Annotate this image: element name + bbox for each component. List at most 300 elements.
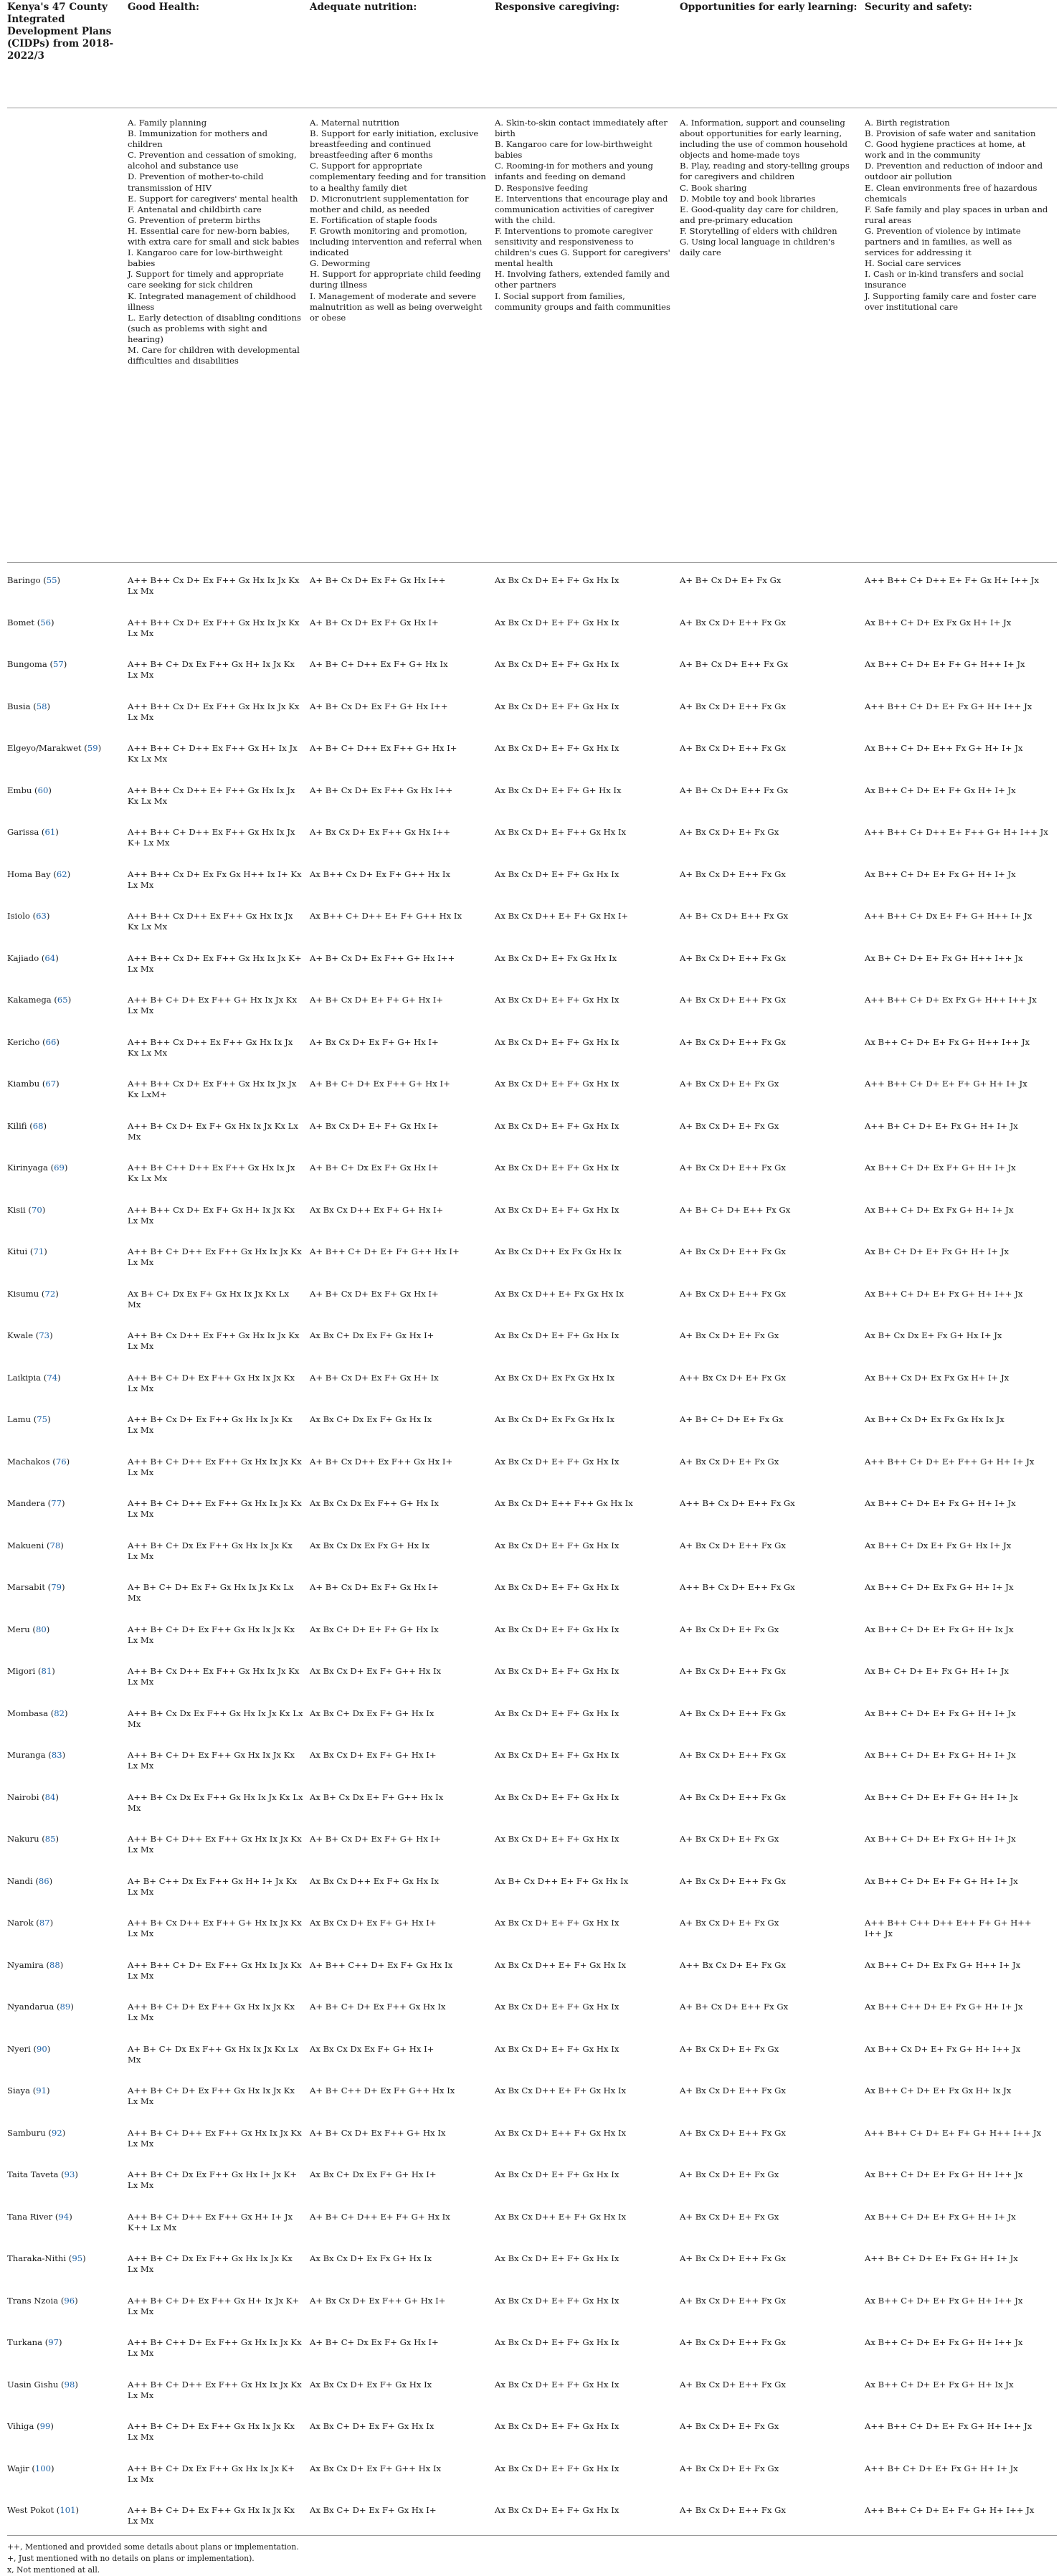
reference-link[interactable]: 63 bbox=[36, 911, 47, 921]
cidp-nurturing-care-table bbox=[7, 0, 1057, 2536]
caregiving-cell: Ax B+ Cx D++ E+ F+ Gx Hx Ix bbox=[495, 1875, 629, 1886]
table-row bbox=[7, 647, 1057, 689]
nutrition-cell: Ax Bx Cx D+ Ex F+ Gx Hx Ix bbox=[310, 2379, 432, 2390]
caregiving-cell: Ax Bx Cx D+ E+ F+ Gx Hx Ix bbox=[495, 868, 619, 879]
reference-link[interactable]: 84 bbox=[44, 1791, 56, 1802]
county-name: Kitui bbox=[7, 1246, 28, 1256]
good-health-cell: A++ B+ C+ Dx Ex F++ Gx Hx Ix Jx Kx Lx Mx bbox=[128, 1540, 293, 1561]
nutrition-cell: A+ B+ Cx D+ E+ F+ G+ Hx I+ bbox=[310, 995, 444, 1005]
ref-paren-open: ( bbox=[30, 2043, 37, 2054]
nutrition-cell: Ax Bx Cx Dx Ex F+ G+ Hx I+ bbox=[310, 2043, 434, 2054]
reference-link[interactable]: 86 bbox=[38, 1875, 49, 1886]
county-cell bbox=[7, 2032, 128, 2074]
county-name: Kericho bbox=[7, 1036, 40, 1047]
security-cell: A++ B++ C+ D+ Ex Fx G+ H++ I++ Jx bbox=[865, 995, 1037, 1005]
ref-paren-close: ) bbox=[75, 2505, 79, 2515]
table-row bbox=[7, 1570, 1057, 1612]
nutrition-cell: Ax Bx C+ Dx Ex F+ G+ Hx Ix bbox=[310, 1708, 434, 1718]
ref-paren-close: ) bbox=[47, 2085, 50, 2096]
reference-link[interactable]: 55 bbox=[46, 575, 57, 585]
nutrition-cell: Ax Bx C+ D+ Ex F+ Gx Hx Ix bbox=[310, 2421, 434, 2431]
security-cell: Ax B++ C+ Dx E+ Fx G+ Hx I+ Jx bbox=[865, 1540, 1012, 1550]
county-name: Kisii bbox=[7, 1204, 26, 1215]
good-health-cell: A++ B+ C+ D+ Ex F++ Gx Hx Ix Jx Kx Lx Mx bbox=[128, 1372, 295, 1393]
reference-link[interactable]: 67 bbox=[45, 1079, 57, 1089]
element-item: K. Integrated management of childhood illness bbox=[128, 290, 296, 312]
early-learning-cell: A+ Bx Cx D+ E+ Fx Gx bbox=[680, 2043, 779, 2054]
early-learning-cell: A+ B+ Cx D+ E+ Fx Gx bbox=[680, 575, 782, 585]
reference-link[interactable]: 92 bbox=[51, 2127, 62, 2138]
county-name: Homa Bay bbox=[7, 868, 51, 879]
ref-paren-close: ) bbox=[55, 952, 59, 963]
reference-link[interactable]: 76 bbox=[55, 1456, 67, 1467]
county-name: Isiolo bbox=[7, 911, 30, 921]
early-learning-cell: A+ Bx Cx D+ E++ Fx Gx bbox=[680, 952, 786, 963]
element-item: E. Fortification of staple foods bbox=[310, 214, 437, 225]
early-learning-cell: A+ Bx Cx D+ E++ Fx Gx bbox=[680, 1791, 786, 1802]
county-cell bbox=[7, 2367, 128, 2410]
early-learning-cell: A+ Bx Cx D+ E+ Fx Gx bbox=[680, 2211, 779, 2222]
caregiving-cell: Ax Bx Cx D+ E+ F+ Gx Hx Ix bbox=[495, 2043, 619, 2054]
caregiving-cell: Ax Bx Cx D+ E+ F+ Gx Hx Ix bbox=[495, 1750, 619, 1760]
caregiving-cell: Ax Bx Cx D+ E+ F+ Gx Hx Ix bbox=[495, 2253, 619, 2263]
ref-paren-close: ) bbox=[63, 659, 67, 669]
reference-link[interactable]: 74 bbox=[47, 1372, 58, 1383]
county-cell bbox=[7, 1738, 128, 1780]
early-learning-cell: A+ B+ C+ D+ E+ Fx Gx bbox=[680, 1414, 784, 1424]
element-item: A. Family planning bbox=[128, 118, 207, 128]
reference-link[interactable]: 99 bbox=[39, 2421, 51, 2431]
county-cell bbox=[7, 2493, 128, 2535]
reference-link[interactable]: 94 bbox=[58, 2211, 70, 2222]
caregiving-cell: Ax Bx Cx D++ E+ F+ Gx Hx Ix bbox=[495, 2211, 627, 2222]
early-learning-cell: A+ Bx Cx D+ E+ Fx Gx bbox=[680, 1456, 779, 1467]
caregiving-cell: Ax Bx Cx D+ E+ F+ Gx Hx Ix bbox=[495, 701, 619, 711]
security-cell: Ax B++ C+ D+ Ex Fx Gx H+ I+ Jx bbox=[865, 617, 1012, 628]
table-row bbox=[7, 1066, 1057, 1109]
reference-link[interactable]: 75 bbox=[37, 1414, 48, 1424]
county-cell bbox=[7, 1402, 128, 1444]
header-good-health: Good Health: bbox=[128, 0, 310, 108]
reference-link[interactable]: 60 bbox=[37, 785, 49, 795]
reference-link[interactable]: 85 bbox=[44, 1834, 56, 1844]
early-learning-cell: A+ Bx Cx D+ E+ Fx Gx bbox=[680, 2463, 779, 2473]
security-cell: A++ B++ C+ Dx E+ F+ G+ H++ I+ Jx bbox=[865, 911, 1032, 921]
reference-link[interactable]: 71 bbox=[33, 1246, 44, 1256]
ref-paren-open: ( bbox=[29, 911, 37, 921]
county-cell bbox=[7, 1612, 128, 1654]
reference-link[interactable]: 95 bbox=[72, 2253, 83, 2263]
reference-link[interactable]: 83 bbox=[51, 1750, 62, 1760]
nutrition-cell: Ax Bx Cx D+ Ex F+ G++ Hx Ix bbox=[310, 2463, 442, 2473]
element-item: F. Antenatal and childbirth care bbox=[128, 204, 262, 214]
ref-paren-close: ) bbox=[82, 2253, 86, 2263]
caregiving-cell: Ax Bx Cx D+ E+ F+ Gx Hx Ix bbox=[495, 2421, 619, 2431]
security-cell: Ax B++ C+ D+ E+ Fx G+ H+ I++ Jx bbox=[865, 2337, 1023, 2347]
ref-paren-open: ( bbox=[30, 701, 37, 711]
ref-paren-open: ( bbox=[66, 2253, 72, 2263]
security-cell: Ax B++ C+ D+ Ex F+ G+ H+ I+ Jx bbox=[865, 1162, 1016, 1173]
element-item: B. Kangaroo care for low-birthweight babies bbox=[495, 139, 652, 161]
county-cell bbox=[7, 563, 128, 605]
ref-paren-close: ) bbox=[51, 617, 54, 628]
table-row bbox=[7, 1025, 1057, 1067]
nutrition-cell: A+ B++ C++ D+ Ex F+ Gx Hx Ix bbox=[310, 1959, 453, 1970]
ref-paren-close: ) bbox=[52, 1666, 55, 1676]
caregiving-cell: Ax Bx Cx D+ E+ F+ Gx Hx Ix bbox=[495, 743, 619, 753]
reference-link[interactable]: 80 bbox=[35, 1624, 47, 1634]
security-cell: Ax B++ C+ D+ E+ Fx G+ H+ Ix Jx bbox=[865, 2379, 1014, 2390]
reference-link[interactable]: 61 bbox=[44, 827, 56, 837]
county-cell bbox=[7, 1444, 128, 1487]
security-cell: Ax B++ Cx D+ Ex Fx Gx H+ I+ Jx bbox=[865, 1372, 1010, 1383]
ref-paren-close: ) bbox=[49, 1918, 54, 1928]
element-item: A. Skin-to-skin contact immediately after birth bbox=[495, 118, 668, 139]
county-name: Kakamega bbox=[7, 995, 52, 1005]
ref-paren-close: ) bbox=[48, 785, 52, 795]
table-row bbox=[7, 2409, 1057, 2451]
good-health-cell: A++ B+ C+ D+ Ex F++ Gx H+ Ix Jx K+ Lx Mx bbox=[128, 2295, 300, 2316]
reference-link[interactable]: 79 bbox=[51, 1582, 62, 1592]
good-health-cell: A++ B++ C+ D++ Ex F++ Gx Hx Ix Jx K+ Lx Mx bbox=[128, 827, 295, 848]
early-learning-cell: A+ Bx Cx D+ E++ Fx Gx bbox=[680, 1875, 786, 1886]
table-row bbox=[7, 1486, 1057, 1528]
reference-link[interactable]: 87 bbox=[39, 1918, 50, 1928]
reference-link[interactable]: 77 bbox=[51, 1498, 62, 1508]
county-name: Nyandarua bbox=[7, 2002, 54, 2012]
good-health-cell: A++ B+ C+ D++ Ex F++ Gx Hx Ix Jx Kx Lx Mx bbox=[128, 2127, 302, 2149]
reference-link[interactable]: 100 bbox=[34, 2463, 52, 2473]
nutrition-cell: Ax B++ Cx D+ Ex F+ G++ Hx Ix bbox=[310, 868, 450, 879]
county-cell bbox=[7, 1570, 128, 1612]
good-health-cell: A++ B+ C+ D++ Ex F++ Gx Hx Ix Jx Kx Lx Mx bbox=[128, 2379, 302, 2400]
good-health-cell: A++ B+ C+ Dx Ex F++ Gx Hx Ix Jx Kx Lx Mx bbox=[128, 2253, 293, 2275]
good-health-cell: A++ B++ C+ D++ Ex F++ Gx H+ Ix Jx Kx Lx Mx bbox=[128, 743, 298, 764]
good-health-cell: A++ B+ Cx D++ Ex F++ Gx Hx Ix Jx Kx Lx Mx bbox=[128, 1330, 300, 1352]
element-item: C. Book sharing bbox=[680, 182, 747, 193]
early-learning-cell: A+ Bx Cx D+ E++ Fx Gx bbox=[680, 2253, 786, 2263]
good-health-cell: A++ B++ Cx D++ Ex F++ Gx Hx Ix Jx Kx Lx Mx bbox=[128, 1036, 293, 1058]
element-item: C. Prevention and cessation of smoking, alcohol and substance use bbox=[128, 150, 297, 171]
ref-paren-close: ) bbox=[75, 2169, 78, 2179]
element-item: G. Prevention of violence by intimate partners and in families, as well as services for addressing it bbox=[865, 225, 1021, 258]
county-cell bbox=[7, 2199, 128, 2242]
ref-paren-close: ) bbox=[51, 2463, 54, 2473]
reference-link[interactable]: 68 bbox=[32, 1120, 44, 1131]
ref-paren-open: ( bbox=[58, 2295, 65, 2306]
ref-paren-open: ( bbox=[33, 1918, 39, 1928]
early-learning-cell: A+ Bx Cx D+ E++ Fx Gx bbox=[680, 2493, 865, 2535]
footnote-plus: +, Just mentioned with no details on plans or implementation). bbox=[7, 2553, 255, 2563]
early-learning-cell: A+ Bx Cx D+ E++ Fx Gx bbox=[680, 2295, 786, 2306]
element-item: I. Management of moderate and severe malnutrition as well as being overweight or obese bbox=[310, 290, 483, 323]
county-cell bbox=[7, 647, 128, 689]
reference-link[interactable]: 64 bbox=[44, 952, 56, 963]
good-health-cell: A++ B+ C+ D++ Ex F++ Gx Hx Ix Jx Kx Lx Mx bbox=[128, 1498, 302, 1520]
caregiving-cell: Ax Bx Cx D+ E+ F+ Gx Hx Ix bbox=[495, 1624, 619, 1634]
ref-paren-open: ( bbox=[33, 1330, 39, 1340]
ref-paren-open: ( bbox=[39, 1036, 46, 1047]
caregiving-cell: Ax Bx Cx D+ E+ F+ Gx Hx Ix bbox=[495, 2295, 619, 2306]
county-cell bbox=[7, 815, 128, 857]
table-row bbox=[7, 2116, 1057, 2158]
county-name: Narok bbox=[7, 1918, 34, 1928]
caregiving-cell: Ax Bx Cx D++ E+ F+ Gx Hx Ix bbox=[495, 1959, 627, 1970]
element-item: H. Essential care for new-born babies, with extra care for small and sick babies bbox=[128, 225, 300, 247]
ref-paren-close: ) bbox=[55, 1288, 59, 1299]
early-learning-cell: A+ B+ Cx D+ E++ Fx Gx bbox=[680, 785, 789, 795]
ref-paren-open: ( bbox=[30, 2085, 37, 2096]
county-name: Kisumu bbox=[7, 1288, 39, 1299]
county-name: Turkana bbox=[7, 2337, 43, 2347]
table-row bbox=[7, 1654, 1057, 1696]
county-cell bbox=[7, 2283, 128, 2326]
reference-link[interactable]: 56 bbox=[40, 617, 51, 628]
early-learning-cell: A+ B+ C+ D+ E++ Fx Gx bbox=[680, 1204, 791, 1215]
caregiving-cell: Ax Bx Cx D+ E+ F+ Gx Hx Ix bbox=[495, 2337, 619, 2347]
table-row bbox=[7, 1612, 1057, 1654]
reference-link[interactable]: 69 bbox=[54, 1162, 65, 1173]
good-health-cell: A++ B+ C+ D+ Ex F++ Gx Hx Ix Jx Kx Lx Mx bbox=[128, 2421, 295, 2443]
county-cell bbox=[7, 1318, 128, 1360]
nutrition-cell: Ax Bx Cx Dx Ex F++ G+ Hx Ix bbox=[310, 1498, 439, 1508]
security-cell: Ax B++ C+ D+ Ex Fx G+ H+ I+ Jx bbox=[865, 1204, 1014, 1215]
reference-link[interactable]: 78 bbox=[49, 1540, 61, 1550]
table-row bbox=[7, 1360, 1057, 1403]
good-health-cell: A+ B+ C++ Dx Ex F++ Gx H+ I+ Jx Kx Lx Mx bbox=[128, 1875, 298, 1897]
table-row bbox=[7, 1738, 1057, 1780]
caregiving-cell: Ax Bx Cx D+ E+ F+ Gx Hx Ix bbox=[495, 2169, 619, 2179]
reference-link[interactable]: 66 bbox=[45, 1036, 57, 1047]
county-cell bbox=[7, 1528, 128, 1571]
table-row bbox=[7, 1402, 1057, 1444]
caregiving-cell: Ax Bx Cx D+ E+ F+ Gx Hx Ix bbox=[495, 1708, 619, 1718]
nutrition-cell: Ax B+ Cx Dx E+ F+ G++ Hx Ix bbox=[310, 1791, 444, 1802]
reference-link[interactable]: 90 bbox=[37, 2043, 47, 2054]
ref-paren-close: ) bbox=[49, 1330, 53, 1340]
element-item: E. Interventions that encourage play and communication activities of caregiver with the child. bbox=[495, 193, 668, 225]
county-cell bbox=[7, 1989, 128, 2032]
reference-link[interactable]: 97 bbox=[48, 2337, 60, 2347]
reference-link[interactable]: 89 bbox=[60, 2002, 71, 2012]
reference-link[interactable]: 65 bbox=[57, 995, 68, 1005]
ref-paren-close: ) bbox=[57, 575, 61, 585]
early-learning-cell: A+ Bx Cx D+ E++ Fx Gx bbox=[680, 1666, 786, 1676]
reference-link[interactable]: 62 bbox=[56, 868, 67, 879]
table-row bbox=[7, 857, 1057, 899]
element-item: H. Involving fathers, extended family and other partners bbox=[495, 269, 670, 290]
nutrition-cell: A+ B+ Cx D+ Ex F+ Gx Hx I+ bbox=[310, 1582, 439, 1592]
element-item: D. Micronutrient supplementation for mother and child, as needed bbox=[310, 193, 469, 214]
early-learning-cell: A+ Bx Cx D+ E++ Fx Gx bbox=[680, 617, 786, 628]
early-learning-cell: A+ Bx Cx D+ E++ Fx Gx bbox=[680, 1246, 786, 1256]
county-cell bbox=[7, 2241, 128, 2283]
element-item: E. Clean environments free of hazardous chemicals bbox=[865, 182, 1037, 204]
early-learning-cell: A++ B+ Cx D+ E++ Fx Gx bbox=[680, 1498, 795, 1508]
county-cell bbox=[7, 982, 128, 1025]
caregiving-cell: Ax Bx Cx D+ E+ F+ Gx Hx Ix bbox=[495, 1079, 619, 1089]
element-item: C. Good hygiene practices at home, at work and in the community bbox=[865, 139, 1026, 161]
table-row bbox=[7, 941, 1057, 983]
table-row bbox=[7, 899, 1057, 941]
ref-paren-open: ( bbox=[54, 2505, 60, 2515]
county-cell bbox=[7, 899, 128, 941]
reference-link[interactable]: 81 bbox=[41, 1666, 52, 1676]
security-cell: Ax B++ C+ D+ E+ Fx G+ H+ I+ Jx bbox=[865, 1708, 1016, 1718]
security-cell: Ax B+ C+ D+ E+ Fx G+ H++ I++ Jx bbox=[865, 952, 1023, 963]
county-name: Trans Nzoia bbox=[7, 2295, 59, 2306]
table-row bbox=[7, 1696, 1057, 1738]
table-row bbox=[7, 1528, 1057, 1571]
county-cell bbox=[7, 1864, 128, 1906]
good-health-cell: A++ B+ C+ D+ Ex F++ Gx Hx Ix Jx Kx Lx Mx bbox=[128, 1750, 295, 1771]
reference-link[interactable]: 59 bbox=[87, 743, 98, 753]
ref-paren-close: ) bbox=[46, 1624, 50, 1634]
county-cell bbox=[7, 773, 128, 815]
ref-paren-close: ) bbox=[61, 1498, 65, 1508]
county-cell bbox=[7, 941, 128, 983]
early-learning-cell: A+ Bx Cx D+ E+ Fx Gx bbox=[680, 2421, 779, 2431]
element-item: F. Interventions to promote caregiver sensitivity and responsiveness to children's cues G. Support for caregivers' mental health bbox=[495, 225, 670, 269]
caregiving-cell: Ax Bx Cx D+ Ex Fx Gx Hx Ix bbox=[495, 1414, 615, 1424]
nutrition-cell: Ax B++ C+ D++ E+ F+ G++ Hx Ix bbox=[310, 911, 462, 921]
county-cell bbox=[7, 1654, 128, 1696]
reference-link[interactable]: 88 bbox=[49, 1959, 60, 1970]
table-row bbox=[7, 2032, 1057, 2074]
table-row bbox=[7, 773, 1057, 815]
security-cell: Ax B++ C+ D+ E+ Fx G+ H+ I+ Jx bbox=[865, 1750, 1016, 1760]
good-health-cell: A+ B+ C+ Dx Ex F++ Gx Hx Ix Jx Kx Lx Mx bbox=[128, 2043, 298, 2065]
ref-paren-open: ( bbox=[32, 785, 38, 795]
caregiving-cell: Ax Bx Cx D++ Ex Fx Gx Hx Ix bbox=[495, 1246, 622, 1256]
ref-paren-open: ( bbox=[31, 1414, 37, 1424]
table-row bbox=[7, 605, 1057, 648]
table-row bbox=[7, 1989, 1057, 2032]
county-name: Uasin Gishu bbox=[7, 2379, 59, 2390]
reference-link[interactable]: 57 bbox=[52, 659, 64, 669]
good-health-cell: A++ B+ C+ D++ Ex F++ Gx Hx Ix Jx Kx Lx Mx bbox=[128, 1456, 302, 1477]
reference-link[interactable]: 70 bbox=[31, 1204, 42, 1215]
nutrition-elements bbox=[310, 108, 495, 563]
element-item: B. Provision of safe water and sanitation bbox=[865, 128, 1036, 139]
reference-link[interactable]: 58 bbox=[36, 701, 47, 711]
ref-paren-open: ( bbox=[41, 1372, 47, 1383]
county-name: Kirinyaga bbox=[7, 1162, 48, 1173]
good-health-cell: A++ B+ C+ D++ Ex F++ Gx Hx Ix Jx Kx Lx Mx bbox=[128, 1246, 302, 1268]
early-learning-cell: A+ Bx Cx D+ E+ Fx Gx bbox=[680, 1079, 779, 1089]
ref-paren-close: ) bbox=[66, 1456, 70, 1467]
nutrition-cell: A+ B+ Cx D+ Ex F++ G+ Hx Ix bbox=[310, 2127, 446, 2138]
security-cell: Ax B++ C++ D+ E+ Fx G+ H+ I+ Jx bbox=[865, 2002, 1023, 2012]
nutrition-cell: Ax Bx Cx D+ Ex F+ G+ Hx I+ bbox=[310, 1918, 437, 1928]
element-item: F. Safe family and play spaces in urban and rural areas bbox=[865, 204, 1048, 225]
table-row bbox=[7, 1109, 1057, 1151]
element-item: D. Prevention and reduction of indoor and outdoor air pollution bbox=[865, 161, 1043, 182]
ref-paren-open: ( bbox=[39, 1834, 45, 1844]
security-cell: Ax B++ C+ D+ E+ Fx G+ H+ I+ Jx bbox=[865, 868, 1016, 879]
county-name: Tana River bbox=[7, 2211, 53, 2222]
good-health-cell: A++ B+ Cx Dx Ex F++ Gx Hx Ix Jx Kx Lx Mx bbox=[128, 1791, 303, 1813]
security-cell: Ax B++ C+ D+ E+ F+ G+ H+ I+ Jx bbox=[865, 1875, 1018, 1886]
ref-paren-close: ) bbox=[57, 1372, 61, 1383]
caregiving-elements bbox=[495, 108, 680, 563]
security-cell: A++ B++ C+ D++ E+ F++ G+ H+ I++ Jx bbox=[865, 827, 1048, 837]
security-cell: A++ B+ C+ D+ E+ Fx G+ H+ I+ Jx bbox=[865, 1120, 1018, 1131]
early-learning-cell: A+ Bx Cx D+ E++ Fx Gx bbox=[680, 2337, 786, 2347]
reference-link[interactable]: 98 bbox=[64, 2379, 75, 2390]
table-row bbox=[7, 1864, 1057, 1906]
early-learning-cell: A+ Bx Cx D+ E++ Fx Gx bbox=[680, 1036, 786, 1047]
nutrition-cell: A+ B+ Cx D+ Ex F+ Gx Hx I+ bbox=[310, 617, 439, 628]
reference-link[interactable]: 96 bbox=[64, 2295, 75, 2306]
table-row bbox=[7, 2367, 1057, 2410]
elements-blank-cell bbox=[7, 108, 128, 563]
ref-paren-close: ) bbox=[60, 1959, 64, 1970]
caregiving-cell: Ax Bx Cx D+ Ex Fx Gx Hx Ix bbox=[495, 1372, 615, 1383]
reference-link[interactable]: 82 bbox=[54, 1708, 65, 1718]
element-item: L. Early detection of disabling conditions (such as problems with sight and hearing) bbox=[128, 312, 301, 344]
table-row bbox=[7, 1234, 1057, 1277]
element-item: A. Maternal nutrition bbox=[310, 118, 400, 128]
county-cell bbox=[7, 605, 128, 648]
county-name: Nakuru bbox=[7, 1834, 39, 1844]
reference-link[interactable]: 93 bbox=[64, 2169, 75, 2179]
element-item: G. Using local language in children's daily care bbox=[680, 237, 835, 258]
reference-link[interactable]: 72 bbox=[44, 1288, 56, 1299]
county-name: Mandera bbox=[7, 1498, 45, 1508]
ref-paren-open: ( bbox=[45, 1750, 52, 1760]
caregiving-cell: Ax Bx Cx D+ E+ Fx Gx Hx Ix bbox=[495, 952, 617, 963]
caregiving-cell: Ax Bx Cx D+ E+ F+ Gx Hx Ix bbox=[495, 617, 619, 628]
reference-link[interactable]: 73 bbox=[39, 1330, 50, 1340]
security-cell: A++ B++ C+ D+ E+ Fx G+ H+ I++ Jx bbox=[865, 2421, 1032, 2431]
county-name: Nyeri bbox=[7, 2043, 31, 2054]
ref-paren-open: ( bbox=[39, 827, 45, 837]
reference-link[interactable]: 101 bbox=[60, 2505, 76, 2515]
element-item: B. Immunization for mothers and children bbox=[128, 128, 268, 150]
ref-paren-open: ( bbox=[39, 1791, 45, 1802]
county-name: Meru bbox=[7, 1624, 30, 1634]
security-cell: A++ B+ C+ D+ E+ Fx G+ H+ I+ Jx bbox=[865, 2253, 1018, 2263]
element-item: G. Deworming bbox=[310, 258, 371, 269]
early-learning-cell: A+ Bx Cx D+ E++ Fx Gx bbox=[680, 1540, 786, 1550]
nutrition-cell: Ax Bx Cx D++ Ex F+ G+ Hx I+ bbox=[310, 1204, 444, 1215]
county-name: Embu bbox=[7, 785, 32, 795]
security-cell: Ax B++ C+ D+ E++ Fx G+ H+ I+ Jx bbox=[865, 743, 1023, 753]
security-cell: Ax B++ C+ D+ E+ Fx G+ H+ I+ Jx bbox=[865, 2211, 1016, 2222]
security-cell: A++ B++ C+ D+ E+ F+ G+ H+ I++ Jx bbox=[865, 2493, 1057, 2535]
good-health-cell: A++ B++ Cx D+ Ex F++ Gx Hx Ix Jx Jx Kx LxM+ bbox=[128, 1079, 297, 1100]
table-row bbox=[7, 1193, 1057, 1235]
county-name: Taita Taveta bbox=[7, 2169, 59, 2179]
nutrition-cell: Ax Bx Cx Dx Ex Fx G+ Hx Ix bbox=[310, 1540, 430, 1550]
ref-paren-open: ( bbox=[58, 2379, 65, 2390]
nutrition-cell: Ax Bx Cx D++ Ex F+ Gx Hx Ix bbox=[310, 1875, 439, 1886]
county-name: Makueni bbox=[7, 1540, 44, 1550]
table-row bbox=[7, 1150, 1057, 1193]
element-item: I. Kangaroo care for low-birthweight babies bbox=[128, 247, 282, 269]
ref-paren-open: ( bbox=[44, 1582, 52, 1592]
ref-paren-open: ( bbox=[29, 1624, 36, 1634]
ref-paren-open: ( bbox=[58, 2169, 65, 2179]
ref-paren-close: ) bbox=[98, 743, 102, 753]
reference-link[interactable]: 91 bbox=[36, 2085, 47, 2096]
good-health-cell: A++ B+ C+ Dx Ex F++ Gx Hx Ix Jx K+ Lx Mx bbox=[128, 2463, 295, 2484]
county-name: Kiambu bbox=[7, 1079, 40, 1089]
caregiving-cell: Ax Bx Cx D+ E+ F+ Gx Hx Ix bbox=[495, 995, 619, 1005]
table-row bbox=[7, 2493, 1057, 2535]
county-cell bbox=[7, 731, 128, 773]
